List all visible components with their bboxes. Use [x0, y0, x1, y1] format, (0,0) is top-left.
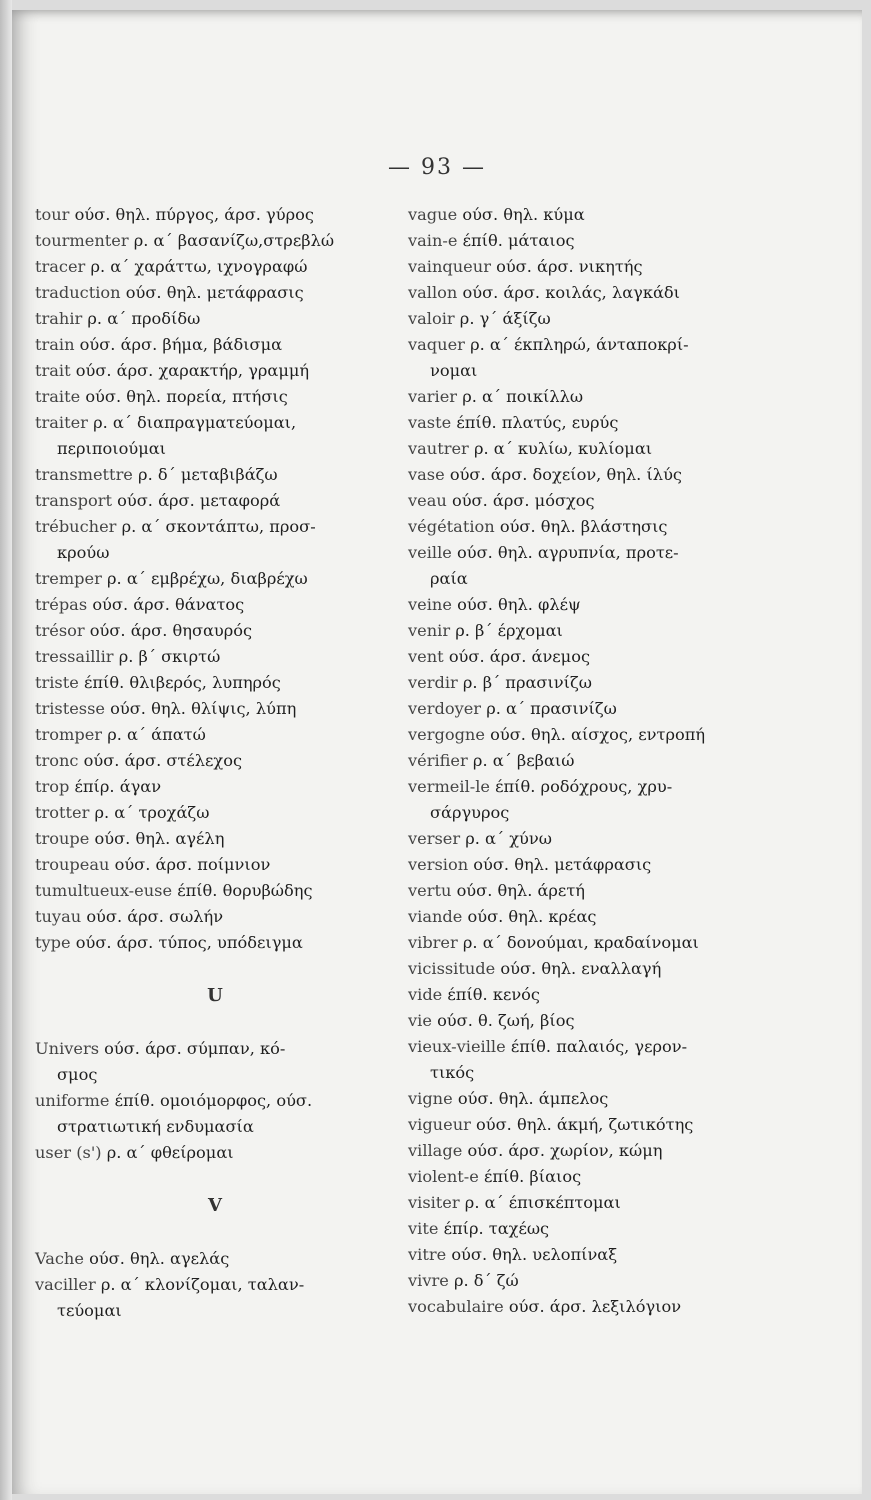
headword: vide [408, 985, 443, 1004]
dictionary-entry [408, 1164, 788, 1190]
definition: ούσ. άρσ. σύμπαν, κό- [104, 1039, 286, 1058]
headword: tristesse [35, 699, 106, 718]
definition: ούσ. άρσ. δοχείον, θηλ. ίλύς [449, 465, 682, 484]
headword: venir [408, 621, 451, 640]
definition-continuation: τεύομαι [57, 1301, 122, 1320]
dictionary-entry [408, 774, 788, 800]
entry-continuation [35, 436, 395, 462]
headword: visiter [408, 1193, 460, 1212]
dictionary-entry [35, 1272, 395, 1298]
dictionary-entry [35, 254, 395, 280]
headword: train [35, 335, 75, 354]
headword: traiter [35, 413, 88, 432]
dictionary-entry [408, 436, 788, 462]
dictionary-entry [408, 826, 788, 852]
entries-v [35, 1246, 395, 1324]
definition: ούσ. θηλ. φλέψ [457, 595, 581, 614]
dictionary-entry [408, 1216, 788, 1242]
definition: ρ. β΄ έρχομαι [455, 621, 563, 640]
headword: vivre [408, 1271, 449, 1290]
definition-continuation: στρατιωτική ενδυμασία [57, 1117, 254, 1136]
headword: traite [35, 387, 81, 406]
headword: varier [408, 387, 458, 406]
headword: veille [408, 543, 452, 562]
dictionary-entry [35, 722, 395, 748]
definition: ούσ. άρσ. σωλήν [86, 907, 224, 926]
headword: vite [408, 1219, 439, 1238]
definition: ρ. α΄ κυλίω, κυλίομαι [473, 439, 653, 458]
definition: ούσ. θηλ. κρέας [467, 907, 597, 926]
dictionary-entry [408, 852, 788, 878]
headword: vermeil-le [408, 777, 490, 796]
headword: vaciller [35, 1275, 96, 1294]
dictionary-entry [35, 904, 395, 930]
definition: έπίθ. πλατύς, ευρύς [456, 413, 619, 432]
headword: tromper [35, 725, 103, 744]
definition-continuation: περιποιούμαι [57, 439, 167, 458]
dictionary-entry [408, 696, 788, 722]
definition: ούσ. άρσ. κοιλάς, λαγκάδι [462, 283, 680, 302]
headword: vautrer [408, 439, 469, 458]
definition: ρ. α΄ κλονίζομαι, ταλαν- [100, 1275, 305, 1294]
headword: troupeau [35, 855, 110, 874]
headword: végétation [408, 517, 495, 536]
definition: έπίρ. άγαν [74, 777, 162, 796]
headword: trépas [35, 595, 88, 614]
headword: tuyau [35, 907, 82, 926]
headword: vertu [408, 881, 452, 900]
definition: ούσ. θηλ. αγελάς [89, 1249, 230, 1268]
headword: triste [35, 673, 79, 692]
right-column [408, 202, 788, 1320]
dictionary-entry [35, 1088, 395, 1114]
dictionary-entry [408, 930, 788, 956]
dictionary-entry [408, 1294, 788, 1320]
dictionary-entry [35, 358, 395, 384]
definition-continuation: νομαι [430, 361, 478, 380]
definition: έπίθ. ροδόχρους, χρυ- [495, 777, 673, 796]
definition: έπίθ. θλιβερός, λυπηρός [83, 673, 281, 692]
entry-continuation [408, 800, 788, 826]
definition: ρ. β΄ πρασινίζω [462, 673, 592, 692]
dictionary-entry [408, 514, 788, 540]
dictionary-entry [35, 280, 395, 306]
definition: ούσ. θηλ. υελοπίναξ [451, 1245, 618, 1264]
headword: tronc [35, 751, 79, 770]
entry-continuation [35, 540, 395, 566]
headword: vainqueur [408, 257, 491, 276]
definition: ούσ. θηλ. άμπελος [457, 1089, 609, 1108]
entry-continuation [35, 1298, 395, 1324]
definition: ούσ. άρσ. λεξιλόγιον [508, 1297, 682, 1316]
dictionary-entry [35, 930, 395, 956]
dictionary-entry [408, 904, 788, 930]
dictionary-entry [35, 306, 395, 332]
headword: vent [408, 647, 444, 666]
definition: έπίθ. βίαιος [483, 1167, 582, 1186]
dictionary-entry [35, 332, 395, 358]
definition: ρ. α΄ προδίδω [87, 309, 201, 328]
entry-continuation [35, 1114, 395, 1140]
dictionary-entry [35, 826, 395, 852]
headword: vérifier [408, 751, 468, 770]
definition: ρ. α΄ χύνω [465, 829, 552, 848]
definition: ρ. α΄ άπατώ [107, 725, 206, 744]
definition: ούσ. θηλ. μετάφρασις [473, 855, 652, 874]
dictionary-entry [35, 670, 395, 696]
definition: ούσ. θηλ. άκμή, ζωτικότης [476, 1115, 694, 1134]
definition: ούσ. θηλ. αίσχος, εντροπή [490, 725, 706, 744]
definition: έπίθ. κενός [447, 985, 540, 1004]
headword: vigne [408, 1089, 453, 1108]
definition: ούσ. άρσ. μεταφορά [117, 491, 281, 510]
headword: valoir [408, 309, 455, 328]
dictionary-entry [408, 332, 788, 358]
dictionary-entry [408, 982, 788, 1008]
headword: tumultueux-euse [35, 881, 173, 900]
entries-v-continued [408, 202, 788, 1320]
dictionary-entry [408, 1138, 788, 1164]
headword: Univers [35, 1039, 100, 1058]
dictionary-entry [35, 774, 395, 800]
definition: ρ. α΄ ποικίλλω [462, 387, 584, 406]
dictionary-entry [408, 410, 788, 436]
dictionary-entry [408, 722, 788, 748]
entries-u [35, 1036, 395, 1166]
definition: ούσ. άρσ. βήμα, βάδισμα [79, 335, 283, 354]
definition: ρ. α΄ διαπραγματεύομαι, [93, 413, 297, 432]
definition-continuation: σμος [57, 1065, 98, 1084]
headword: tourmenter [35, 231, 129, 250]
definition: ρ. α΄ σκοντάπτω, προσ- [121, 517, 316, 536]
headword: verdoyer [408, 699, 482, 718]
definition: ούσ. άρσ. μόσχος [451, 491, 595, 510]
definition-continuation: σάργυρος [430, 803, 510, 822]
headword: vocabulaire [408, 1297, 504, 1316]
headword: vaquer [408, 335, 465, 354]
definition: ρ. α΄ εμβρέχω, διαβρέχω [107, 569, 308, 588]
headword: violent-e [408, 1167, 479, 1186]
definition-continuation: τικός [430, 1063, 475, 1082]
definition: ούσ. θηλ. πορεία, πτήσις [85, 387, 288, 406]
dictionary-entry [35, 1140, 395, 1166]
headword: version [408, 855, 469, 874]
definition: ούσ. άρσ. νικητής [496, 257, 643, 276]
dictionary-entry [408, 202, 788, 228]
headword: trahir [35, 309, 83, 328]
dictionary-entry [408, 644, 788, 670]
definition: ρ. α΄ δονούμαι, κραδαίνομαι [462, 933, 699, 952]
definition-continuation: ραία [430, 569, 468, 588]
dictionary-entry [408, 462, 788, 488]
entry-continuation [408, 358, 788, 384]
definition: έπίθ. ομοιόμορφος, ούσ. [114, 1091, 313, 1110]
dictionary-entry [408, 384, 788, 410]
definition: ούσ. άρσ. τύπος, υπόδειγμα [75, 933, 303, 952]
dictionary-entry [35, 800, 395, 826]
definition: ούσ. άρσ. στέλεχος [83, 751, 243, 770]
dictionary-entry [35, 618, 395, 644]
headword: troupe [35, 829, 90, 848]
dictionary-entry [408, 254, 788, 280]
headword: vieux-vieille [408, 1037, 506, 1056]
entries-t [35, 202, 395, 956]
definition: ρ. α΄ τροχάζω [94, 803, 210, 822]
definition: ούσ. θ. ζωή, βίος [437, 1011, 575, 1030]
dictionary-entry [408, 1112, 788, 1138]
definition: ούσ. άρσ. ποίμνιον [114, 855, 271, 874]
headword: tour [35, 205, 70, 224]
dictionary-entry [35, 228, 395, 254]
definition: ούσ. άρσ. άνεμος [448, 647, 591, 666]
headword: vergogne [408, 725, 485, 744]
definition: ρ. α΄ πρασινίζω [486, 699, 617, 718]
definition: ούσ. θηλ. βλάστησις [499, 517, 668, 536]
headword: vain-e [408, 231, 458, 250]
dictionary-entry [408, 228, 788, 254]
definition: ούσ. θηλ. αγρυπνία, προτε- [457, 543, 679, 562]
headword: type [35, 933, 71, 952]
headword: transmettre [35, 465, 133, 484]
headword: vigueur [408, 1115, 471, 1134]
dictionary-entry [408, 618, 788, 644]
left-column [35, 202, 395, 1324]
headword: traduction [35, 283, 121, 302]
definition: ούσ. άρσ. χωρίον, κώμη [467, 1141, 663, 1160]
dictionary-entry [408, 748, 788, 774]
headword: vaste [408, 413, 452, 432]
definition: ρ. α΄ χαράττω, ιχνογραφώ [90, 257, 308, 276]
definition: ούσ. θηλ. αγέλη [94, 829, 225, 848]
dictionary-entry [35, 1246, 395, 1272]
definition: ούσ. θηλ. μετάφρασις [125, 283, 304, 302]
headword: tremper [35, 569, 102, 588]
dictionary-entry [408, 306, 788, 332]
headword: vague [408, 205, 458, 224]
headword: veau [408, 491, 447, 510]
definition-continuation: κρούω [57, 543, 110, 562]
headword: viande [408, 907, 463, 926]
dictionary-entry [35, 566, 395, 592]
dictionary-entry [35, 696, 395, 722]
headword: vie [408, 1011, 432, 1030]
definition: ούσ. θηλ. εναλλαγή [500, 959, 662, 978]
definition: ούσ. άρσ. θάνατος [92, 595, 245, 614]
headword: trotter [35, 803, 90, 822]
definition: ούσ. θηλ. άρετή [456, 881, 585, 900]
headword: user (s') [35, 1143, 102, 1162]
headword: verdir [408, 673, 458, 692]
headword: trop [35, 777, 70, 796]
headword: vibrer [408, 933, 458, 952]
dictionary-entry [35, 488, 395, 514]
headword: transport [35, 491, 112, 510]
headword: vitre [408, 1245, 447, 1264]
definition: έπίθ. θορυβώδης [177, 881, 313, 900]
dictionary-entry [408, 878, 788, 904]
definition: ούσ. θηλ. θλίψις, λύπη [110, 699, 297, 718]
dictionary-entry [408, 670, 788, 696]
headword: veine [408, 595, 452, 614]
dictionary-entry [408, 1086, 788, 1112]
headword: trésor [35, 621, 85, 640]
definition: ρ. γ΄ άξίζω [459, 309, 551, 328]
dictionary-entry [408, 280, 788, 306]
headword: Vache [35, 1249, 84, 1268]
headword: verser [408, 829, 461, 848]
headword: trébucher [35, 517, 117, 536]
page-number: — 93 — [388, 155, 486, 180]
dictionary-entry [35, 748, 395, 774]
definition: ρ. δ΄ μεταβιβάζω [138, 465, 278, 484]
dictionary-entry [408, 488, 788, 514]
headword: village [408, 1141, 463, 1160]
definition: ρ. α΄ βεβαιώ [472, 751, 575, 770]
dictionary-entry [408, 592, 788, 618]
dictionary-entry [35, 1036, 395, 1062]
definition: έπίθ. παλαιός, γερον- [510, 1037, 688, 1056]
headword: vicissitude [408, 959, 496, 978]
dictionary-entry [408, 1034, 788, 1060]
dictionary-entry [35, 514, 395, 540]
headword: uniforme [35, 1091, 110, 1110]
headword: trait [35, 361, 71, 380]
headword: tracer [35, 257, 86, 276]
definition: ρ. α΄ έπισκέπτομαι [464, 1193, 621, 1212]
dictionary-entry [35, 202, 395, 228]
entry-continuation [408, 1060, 788, 1086]
definition: ούσ. άρσ. χαρακτήρ, γραμμή [75, 361, 310, 380]
definition: ούσ. άρσ. θησαυρός [89, 621, 253, 640]
definition: ρ. δ΄ ζώ [453, 1271, 519, 1290]
dictionary-entry [35, 384, 395, 410]
dictionary-entry [408, 956, 788, 982]
dictionary-entry [35, 592, 395, 618]
section-letter-v: V [208, 1195, 222, 1216]
definition: ρ. α΄ βασανίζω,στρεβλώ [133, 231, 335, 250]
dictionary-entry [408, 1190, 788, 1216]
headword: vallon [408, 283, 458, 302]
dictionary-entry [35, 878, 395, 904]
definition: έπίθ. μάταιος [462, 231, 575, 250]
section-letter-u: U [207, 985, 223, 1006]
book-gutter [0, 0, 12, 1500]
dictionary-entry [408, 1008, 788, 1034]
definition: ρ. α΄ φθείρομαι [106, 1143, 234, 1162]
dictionary-entry [35, 644, 395, 670]
dictionary-entry [408, 540, 788, 566]
dictionary-entry [35, 852, 395, 878]
definition: ούσ. θηλ. πύργος, άρσ. γύρος [74, 205, 314, 224]
definition: έπίρ. ταχέως [443, 1219, 550, 1238]
definition: ρ. β΄ σκιρτώ [118, 647, 221, 666]
entry-continuation [408, 566, 788, 592]
definition: ρ. α΄ έκπληρώ, άνταποκρί- [470, 335, 689, 354]
definition: ούσ. θηλ. κύμα [462, 205, 585, 224]
dictionary-entry [408, 1268, 788, 1294]
headword: vase [408, 465, 445, 484]
dictionary-entry [35, 410, 395, 436]
headword: tressaillir [35, 647, 114, 666]
dictionary-entry [408, 1242, 788, 1268]
entry-continuation [35, 1062, 395, 1088]
dictionary-entry [35, 462, 395, 488]
